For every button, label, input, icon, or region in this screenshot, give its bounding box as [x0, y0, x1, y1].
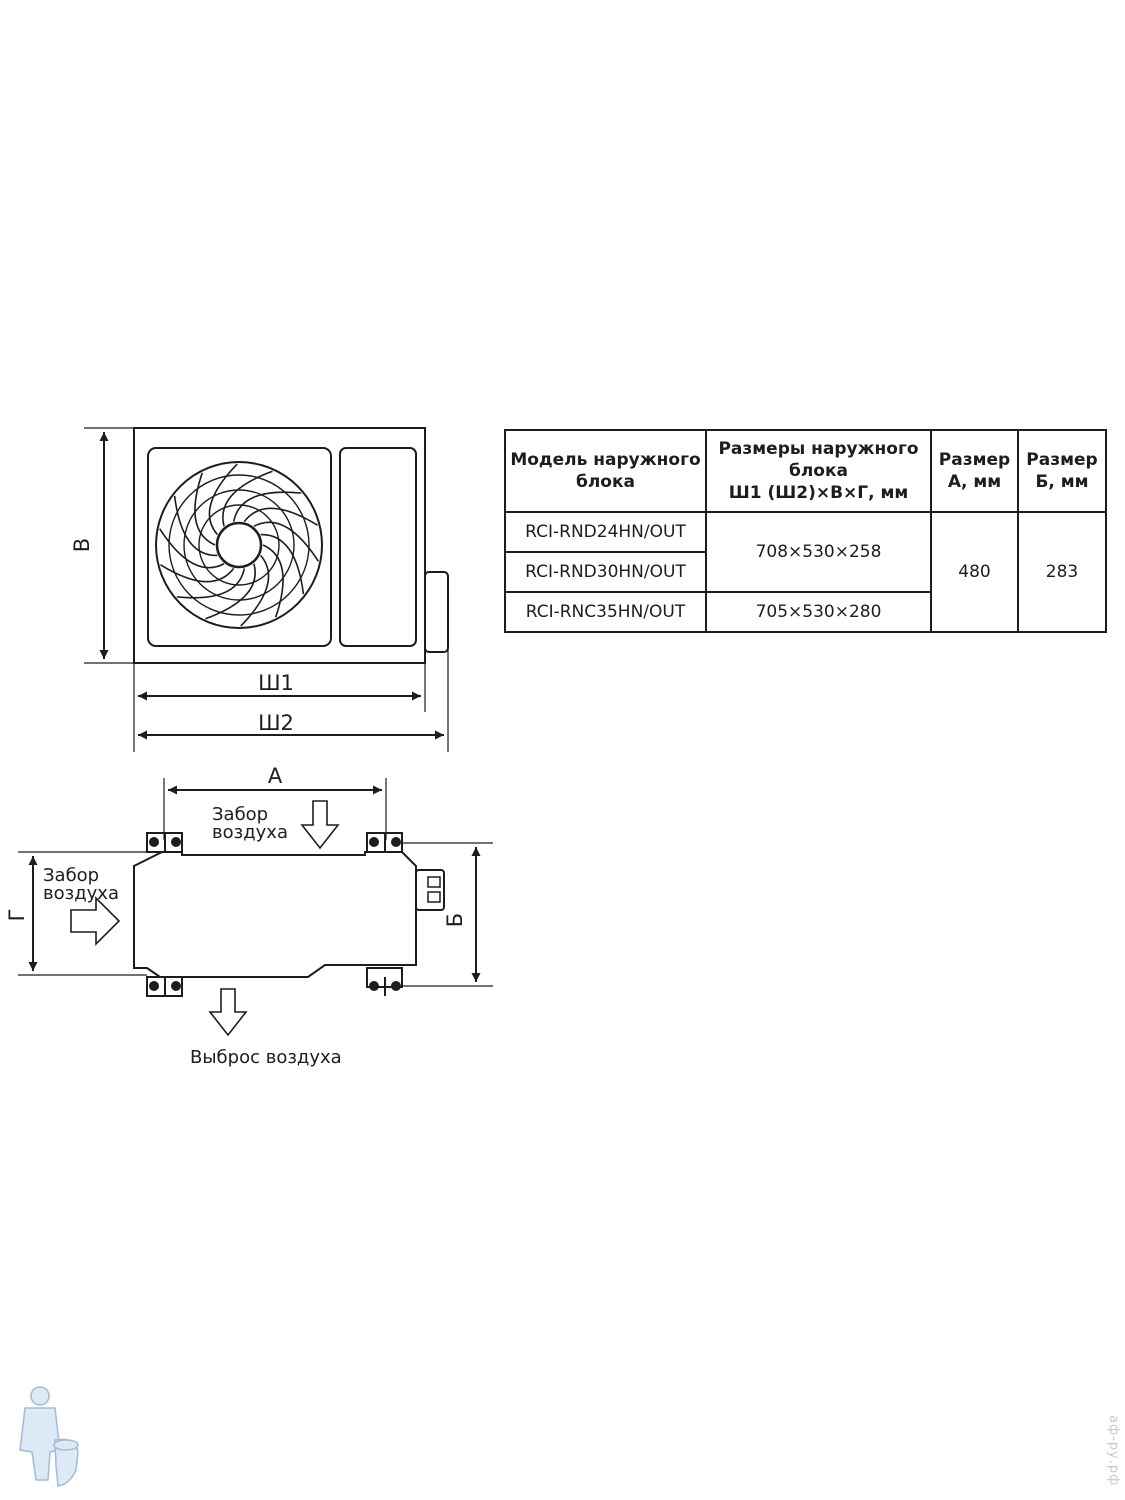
header-model: Модель наружного блока — [505, 430, 706, 512]
mounting-foot-bottom-left — [147, 977, 182, 996]
dimensions-cell: 705×530×280 — [706, 592, 931, 632]
model-cell: RCI-RNC35HN/OUT — [505, 592, 706, 632]
watermark: аф-ру.рф — [1106, 1414, 1121, 1486]
side-panel — [340, 448, 416, 646]
width1-label: Ш1 — [258, 671, 294, 695]
dim-g-label: Г — [5, 908, 29, 922]
fan-ring — [199, 505, 279, 585]
intake-side-label-1: Забор — [43, 865, 100, 886]
header-dimensions-title: Размеры наружного блока — [718, 439, 919, 481]
intake-side-label-2: воздуха — [43, 883, 119, 904]
specs-table — [504, 429, 1107, 633]
dim-b-label: Б — [443, 912, 467, 928]
height-label: В — [70, 537, 94, 553]
dimensions-cell: 708×530×258 — [706, 512, 931, 592]
header-dimensions-formula: Ш1 (Ш2)×В×Г, мм — [728, 483, 909, 503]
table-header-row — [505, 430, 1106, 512]
size-a-cell: 480 — [931, 512, 1018, 632]
intake-top-label-1: Забор — [212, 804, 269, 825]
fan-blade — [244, 508, 317, 525]
fan-icon — [156, 462, 322, 628]
model-cell: RCI-RND30HN/OUT — [505, 552, 706, 592]
header-dimensions — [706, 430, 931, 512]
header-size-b: Размер Б, мм — [1018, 430, 1106, 512]
fan-blade — [160, 565, 233, 582]
width2-label: Ш2 — [258, 711, 294, 735]
mounting-foot-bottom-right — [367, 968, 402, 996]
front-view — [84, 428, 448, 752]
valve-box — [425, 572, 448, 652]
fan-ring — [184, 490, 294, 600]
dim-a-label: А — [267, 764, 283, 788]
size-b-cell: 283 — [1018, 512, 1106, 632]
plumber-mascot-icon — [20, 1387, 78, 1486]
intake-top-label-2: воздуха — [212, 822, 288, 843]
header-size-a: Размер А, мм — [931, 430, 1018, 512]
table-row — [505, 512, 1106, 552]
model-cell: RCI-RND24HN/OUT — [505, 512, 706, 552]
exhaust-label: Выброс воздуха — [190, 1047, 342, 1068]
arrow-right-icon — [71, 898, 119, 944]
unit-outline-top — [134, 852, 416, 977]
valve-connector — [416, 870, 444, 910]
fan-grille-frame — [148, 448, 331, 646]
fan-ring — [169, 475, 309, 615]
arrow-down-icon — [210, 989, 246, 1035]
arrow-down-icon — [302, 801, 338, 848]
mounting-foot-top-right — [367, 833, 402, 852]
